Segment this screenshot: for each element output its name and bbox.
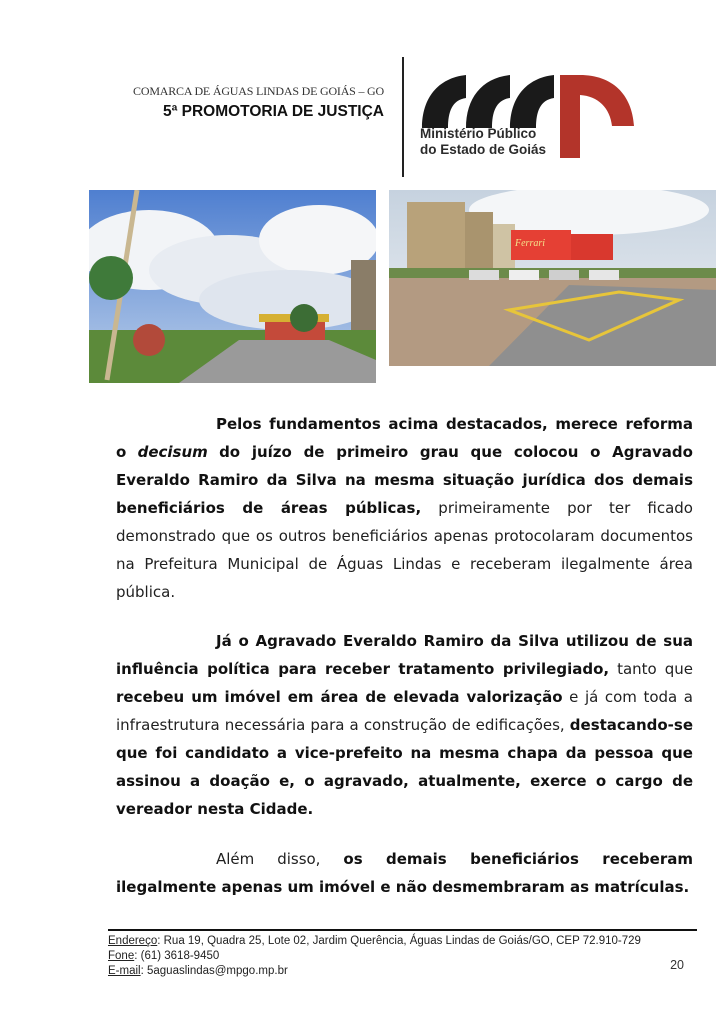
p1-italic-decisum: decisum — [137, 443, 208, 461]
p1-bold-1: Pelos fundamentos acima destacados, merece reforma o — [116, 415, 693, 461]
logo-line-1: Ministério Público — [420, 126, 537, 141]
logo-text — [420, 126, 546, 158]
comarca-title: COMARCA DE ÁGUAS LINDAS DE GOIÁS – GO — [133, 84, 384, 98]
p1-text-1: primeiramente por ter ficado demonstrado que os outros beneficiários apenas protocolaram documentos na Prefeitura Municipal de Águas Lindas e receberam ilegalmente área pública. — [116, 499, 693, 601]
p1-bold-2: do juízo de primeiro grau que colocou o Agravado Everaldo Ramiro da Silva na mesma situação jurídica dos demais beneficiários de áreas públicas, — [116, 443, 693, 517]
p2-bold-1: Já o Agravado Everaldo Ramiro da Silva utilizou de sua influência política para receber tratamento privilegiado, — [116, 632, 693, 678]
p3-bold-1: os demais beneficiários receberam ilegalmente apenas um imóvel e não desmembraram as matrículas. — [116, 850, 693, 896]
logo-line-2: do Estado de Goiás — [420, 142, 547, 157]
footer-email: E-mail: 5aguaslindas@mpgo.mp.br — [108, 965, 288, 977]
p3-text-1: Além disso, — [216, 850, 321, 868]
header-divider — [402, 57, 404, 177]
promotoria-title: 5ª PROMOTORIA DE JUSTIÇA — [162, 103, 384, 120]
paragraph-3 — [116, 845, 693, 901]
footer-phone: Fone: (61) 3618-9450 — [108, 950, 220, 962]
photo-left-gas-station — [89, 190, 376, 383]
p2-text-1: tanto que — [617, 660, 693, 678]
footer-address: Endereço: Rua 19, Quadra 25, Lote 02, Jardim Querência, Águas Lindas de Goiás/GO, CEP 72.910-729 — [108, 935, 641, 947]
footer — [108, 934, 641, 979]
header-left — [60, 84, 384, 121]
page-number: 20 — [670, 958, 684, 972]
paragraph-1 — [116, 410, 693, 606]
ferrari-sign: Ferrari — [515, 238, 545, 249]
paragraph-2 — [116, 627, 693, 823]
p2-text-2: e já com toda a infraestrutura necessária para a construção de edificações, — [116, 688, 693, 734]
photo-right-ferrari-store — [389, 190, 716, 366]
footer-divider — [108, 929, 697, 931]
p2-bold-3: destacando-se que foi candidato a vice-prefeito na mesma chapa da pessoa que assinou a doação e, o agravado, atualmente, exerce o cargo de vereador nesta Cidade. — [116, 716, 693, 818]
p2-bold-2: recebeu um imóvel em área de elevada valorização — [116, 688, 563, 706]
